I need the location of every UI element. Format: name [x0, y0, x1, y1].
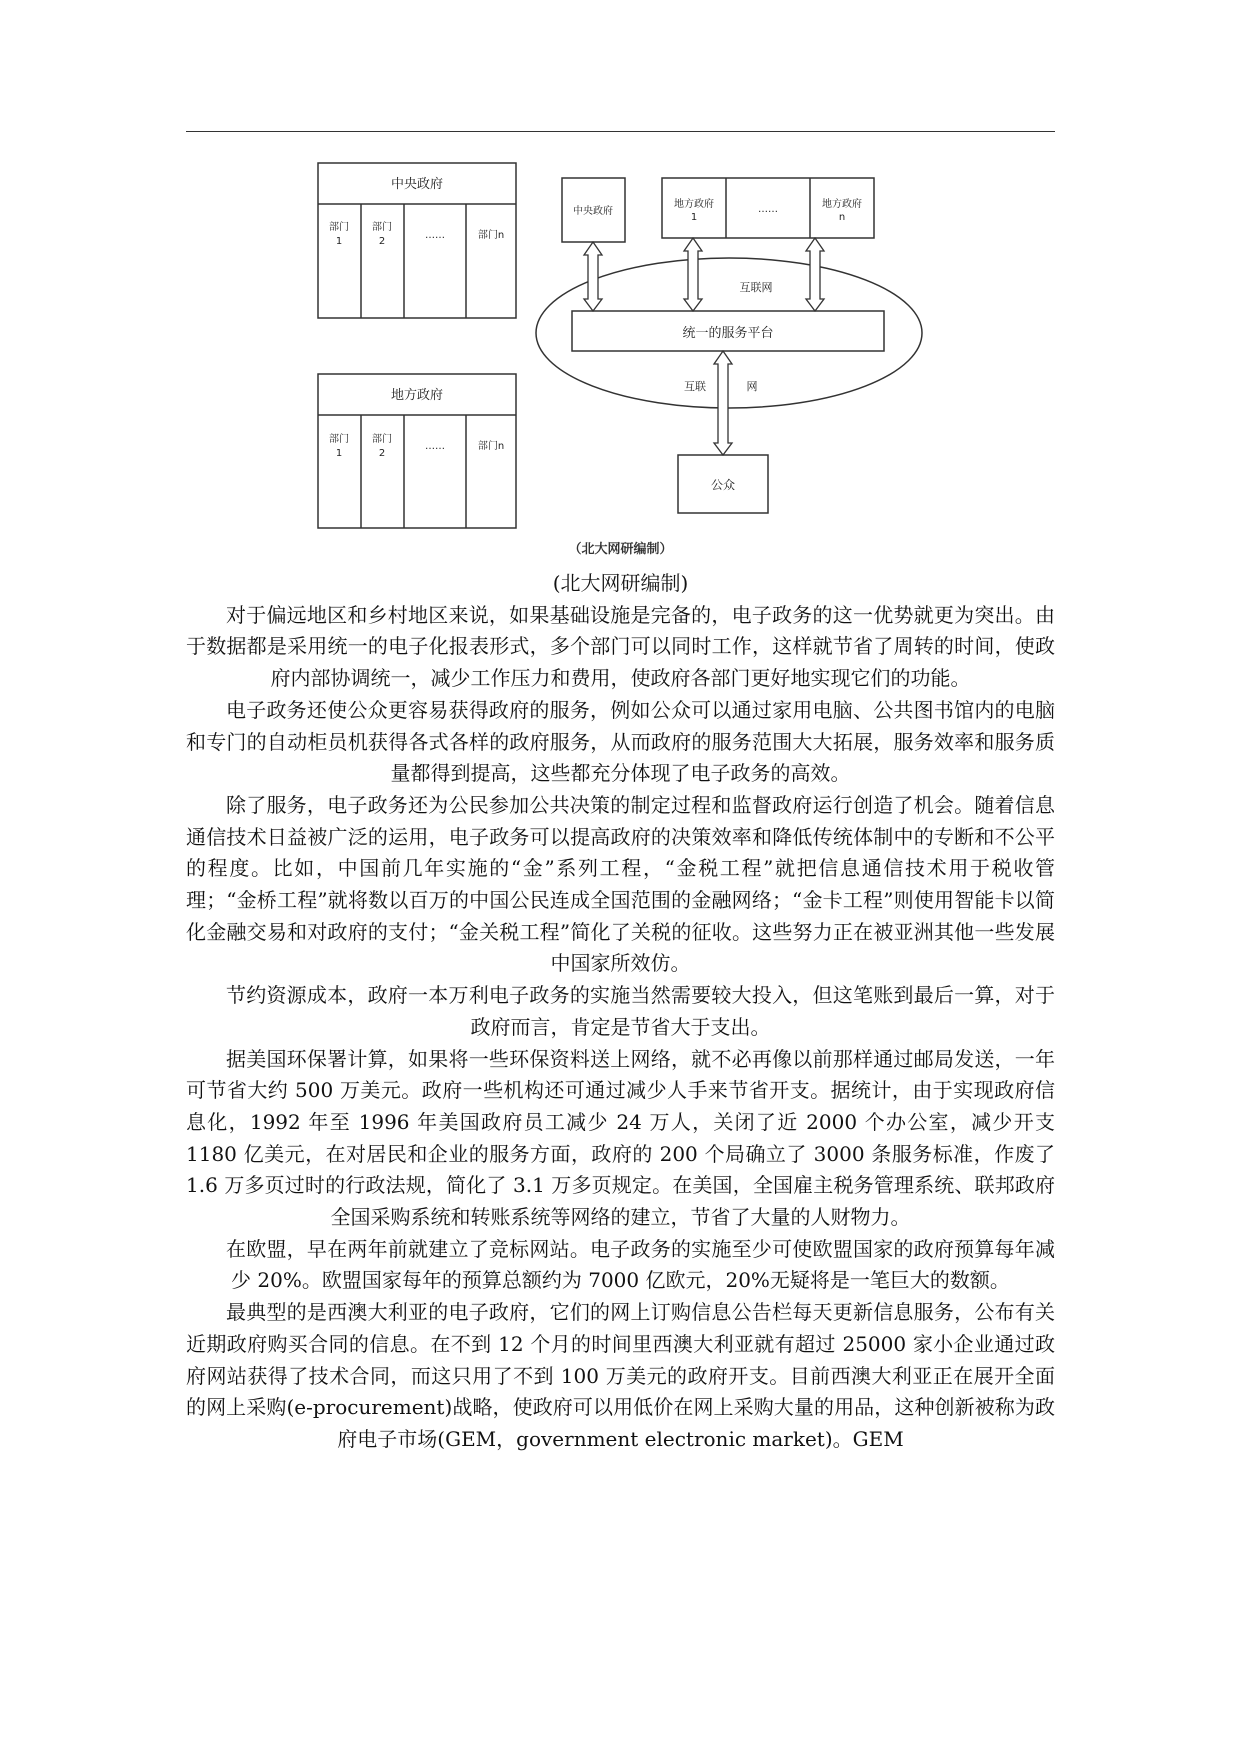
- svg-text:部门n: 部门n: [477, 230, 505, 241]
- svg-text:2: 2: [378, 236, 386, 247]
- arrow-central-platform: [584, 242, 602, 311]
- svg-text:1: 1: [335, 236, 343, 247]
- svg-text:部门: 部门: [329, 222, 349, 233]
- paragraph-5: 据美国环保署计算，如果将一些环保资料送上网络，就不必再像以前那样通过邮局发送，一年可节省大约 500 万美元。政府一些机构还可通过减少人手来节省开支。据统计，由于实现政府信息化，1992 年至 1996 年美国政府员工减少 24 万人，关闭了近 2000 个办公室，减少开支 1180 亿美元，在对居民和企业的服务方面，政府的 200 个局确立了 3000 条服务标准，作废了 1.6 万多页过时的行政法规，简化了 3.1 万多页规定。在美国，全国雇主税务管理系统、联邦政府全国采购系统和转账系统等网络的建立，节省了大量的人财物力。: [186, 1046, 1055, 1230]
- svg-text:部门: 部门: [329, 434, 349, 445]
- svg-text:2: 2: [378, 448, 386, 459]
- platform-label: 统一的服务平台: [682, 326, 774, 341]
- paragraph-6: 在欧盟，早在两年前就建立了竞标网站。电子政务的实施至少可使欧盟国家的政府预算每年减少 20%。欧盟国家每年的预算总额约为 7000 亿欧元，20%无疑将是一笔巨大的数额。: [226, 1236, 1055, 1293]
- paragraph-1: 对于偏远地区和乡村地区来说，如果基础设施是完备的，电子政务的这一优势就更为突出。由于数据都是采用统一的电子化报表形式，多个部门可以同时工作，这样就节省了周转的时间，使政府内部协调统一，减少工作压力和费用，使政府各部门更好地实现它们的功能。: [186, 602, 1055, 691]
- header-rule: [186, 131, 1055, 132]
- central-gov-title: 中央政府: [390, 177, 444, 192]
- public-label: 公众: [710, 478, 736, 492]
- paragraph-7: 最典型的是西澳大利亚的电子政府，它们的网上订购信息公告栏每天更新信息服务，公布有关近期政府购买合同的信息。在不到 12 个月的时间里西澳大利亚就有超过 25000 家小企业通过政府网站获得了技术合同，而这只用了不到 100 万美元的政府开支。目前西澳大利亚正在展开全面的网上采购(e-procurement)战略，使政府可以用低价在网上采购大量的用品，这种创新被称为政府电子市场(GEM，government electronic market)。GEM: [186, 1300, 1055, 1451]
- paragraph-4: 节约资源成本，政府一本万利电子政务的实施当然需要较大投入，但这笔账到最后一算，对于政府而言，肯定是节省大于支出。: [226, 983, 1055, 1039]
- e-government-diagram: [300, 152, 960, 562]
- svg-text:互联: 互联: [684, 380, 706, 393]
- figure-caption: (北大网研编制): [552, 571, 689, 595]
- svg-text:中央政府: 中央政府: [573, 206, 613, 217]
- svg-text:部门: 部门: [372, 222, 392, 233]
- body-text: [186, 568, 1055, 1456]
- arrow-local1-platform: [684, 238, 702, 311]
- arrow-localn-platform: [806, 238, 824, 311]
- svg-text:……: ……: [425, 230, 445, 241]
- paragraph-2: 电子政务还使公众更容易获得政府的服务，例如公众可以通过家用电脑、公共图书馆内的电脑和专门的自动柜员机获得各式各样的政府服务，从而政府的服务范围大大拓展，服务效率和服务质量都得到提高，这些都充分体现了电子政务的高效。: [186, 697, 1055, 786]
- figure-caption-image: （北大网研编制）: [568, 542, 673, 557]
- svg-text:地方政府: 地方政府: [822, 199, 862, 210]
- svg-text:网: 网: [746, 380, 758, 393]
- svg-text:部门: 部门: [372, 434, 392, 445]
- svg-text:……: ……: [758, 204, 778, 215]
- svg-text:n: n: [838, 212, 846, 223]
- arrow-platform-public: [714, 351, 732, 455]
- internet-label: 互联网: [739, 281, 773, 294]
- svg-text:1: 1: [690, 212, 698, 223]
- svg-text:1: 1: [335, 448, 343, 459]
- svg-text:部门n: 部门n: [477, 441, 505, 452]
- svg-text:……: ……: [425, 441, 445, 452]
- svg-text:地方政府: 地方政府: [674, 199, 714, 210]
- local-gov-title: 地方政府: [390, 388, 444, 403]
- paragraph-3: 除了服务，电子政务还为公民参加公共决策的制定过程和监督政府运行创造了机会。随着信息通信技术日益被广泛的运用，电子政务可以提高政府的决策效率和降低传统体制中的专断和不公平的程度。比如，中国前几年实施的“金”系列工程，“金税工程”就把信息通信技术用于税收管理；“金桥工程”就将数以百万的中国公民连成全国范围的金融网络；“金卡工程”则使用智能卡以简化金融交易和对政府的支付；“金关税工程”简化了关税的征收。这些努力正在被亚洲其他一些发展中国家所效仿。: [186, 792, 1055, 976]
